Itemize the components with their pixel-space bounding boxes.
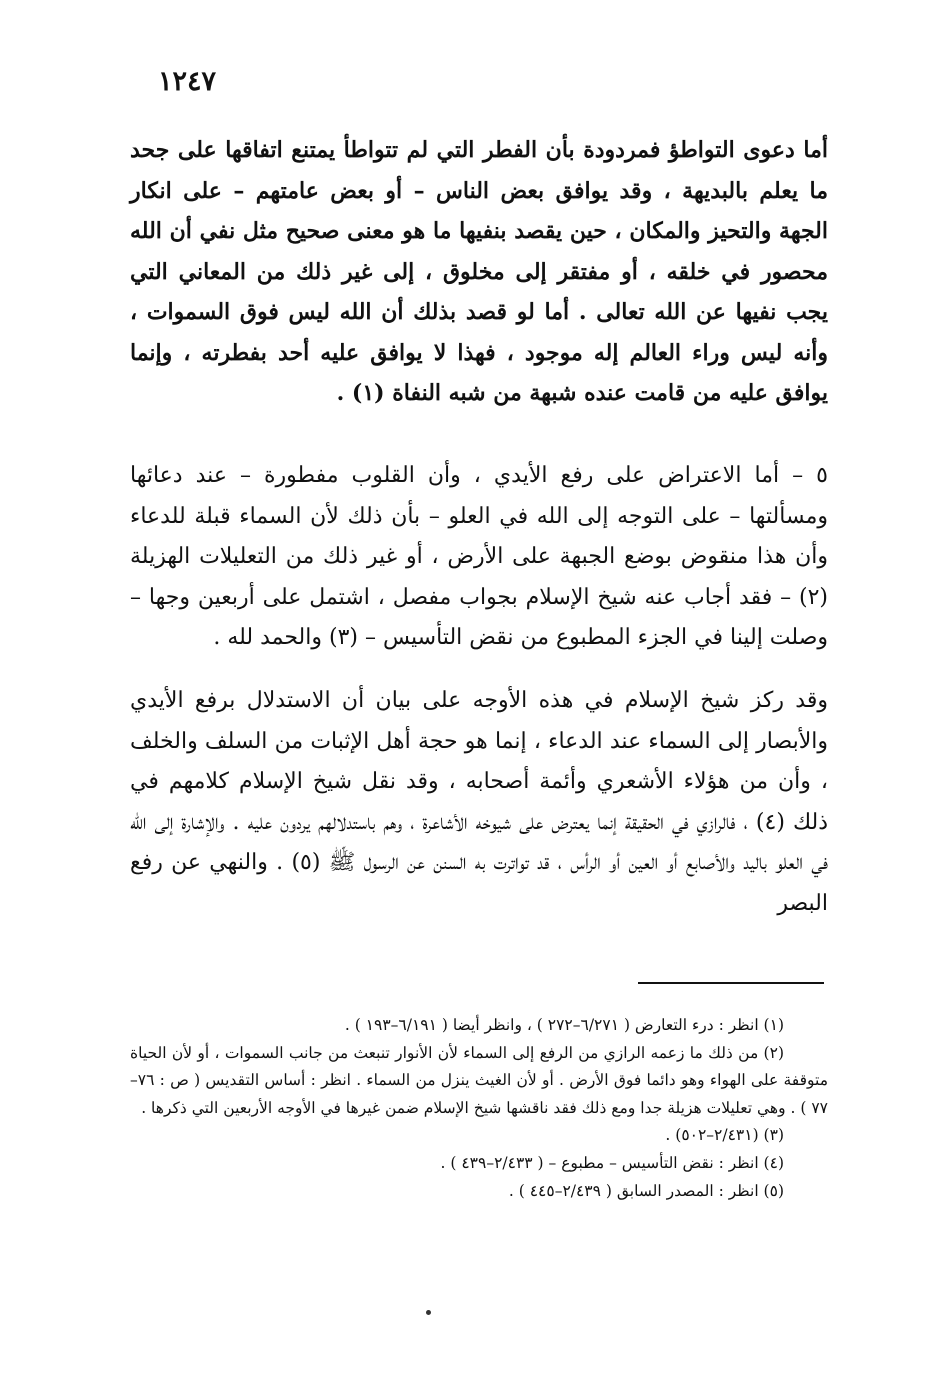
footnote-3: (٣) (٢/٤٣١–٥٠٢) . (665, 1126, 784, 1145)
footnote-4: (٤) انظر : نقض التأسيس – مطبوع – ( ٢/٤٣٣–٤٣٩ ) . (440, 1153, 784, 1172)
footnote-divider (638, 982, 824, 984)
footnote-5: (٥) انظر : المصدر السابق ( ٢/٤٣٩–٤٤٥ ) . (508, 1181, 784, 1200)
footnote-2: (٢) من ذلك ما زعمه الرازي من الرفع إلى السماء لأن الأنوار تنبعث من جانب السموات ، أو لأن الحياة متوقفة على الهواء وهو دائما فوق الأرض . أو لأن الغيث ينزل من السماء . انظر : أساس التقديس ( ص : ٧٦–٧٧ ) . وهي تعليلات هزيلة جدا ومع ذلك فقد ناقشها شيخ الإسلام ضمن غيرها في الأوجه الأربعين التي ذكرها . (130, 1043, 828, 1117)
paragraph-raising-hands-objection: ٥ – أما الاعتراض على رفع الأيدي ، وأن القلوب مفطورة – عند دعائها ومسألتها – على التوجه إلى الله في العلو – بأن ذلك لأن السماء قبلة للدعاء وأن هذا منقوض بوضع الجبهة على الأرض ، أو غير ذلك من التعليلات الهزيلة (٢) – فقد أجاب عنه شيخ الإسلام بجواب مفصل ، اشتمل على أربعين وجها – وصلت إلينا في الجزء المطبوع من نقض التأسيس – (٣) والحمد لله . (130, 463, 828, 650)
page-number: ١٢٤٧ (158, 66, 217, 97)
paragraph-tawatu-claim: أما دعوى التواطؤ فمردودة بأن الفطر التي لم تتواطأ يمتنع اتفاقها على جحد ما يعلم بالبديهة ، وقد يوافق بعض الناس – أو بعض عامتهم – على انكار الجهة والتحيز والمكان ، حين يقصد بنفيها ما هو معنى صحيح مثل نفي أن الله محصور في خلقه ، أو مفتقر إلى مخلوق ، إلى غير ذلك من المعاني التي يجب نفيها عن الله تعالى . أما لو قصد بذلك أن الله ليس فوق السموات ، وأنه ليس وراء العالم إله موجود ، فهذا لا يوافق عليه أحد بفطرته ، وإنما يوافق عليه من قامت عنده شبهة من شبه النفاة (١) . (130, 137, 828, 406)
page-mark (426, 1310, 431, 1315)
paragraph-shaykh-al-islam-focus: وقد ركز شيخ الإسلام في هذه الأوجه على بيان أن الاستدلال برفع الأيدي والأبصار إلى السماء عند الدعاء ، إنما هو حجة أهل الإثبات من السلف والخلف ، وأن من هؤلاء الأشعري وأئمة أصحابه ، وقد نقل شيخ الإسلام كلامهم في ذلك (٤) ، فالرازي في الحقيقة إنما يعترض على شيوخه الأشاعرة ، وهم باستدلالهم يردون عليه . والإشارة إلى الله في العلو باليد والأصابع أو العين أو الرأس ، قد تواترت به السنن عن الرسول ﷺ (٥) . والنهي عن رفع البصر (130, 688, 828, 916)
footnote-1: (١) انظر : درء التعارض ( ٦/٢٧١–٢٧٢ ) ، وانظر أيضا ( ٦/١٩١–١٩٣ ) . (344, 1016, 784, 1034)
footnotes (130, 1012, 828, 1205)
